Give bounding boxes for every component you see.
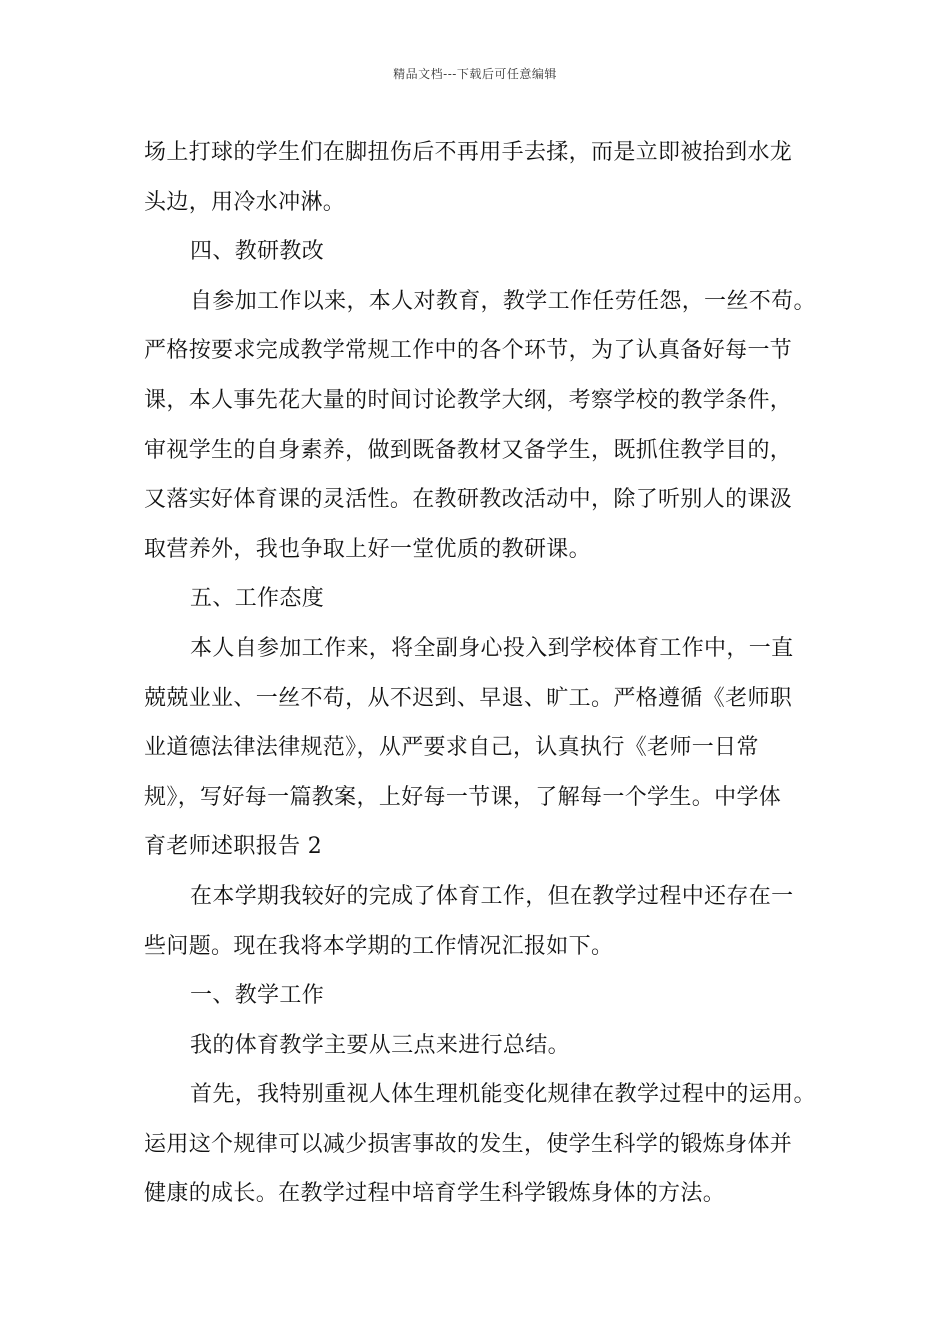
text-line: 场上打球的学生们在脚扭伤后不再用手去揉，而是立即被抬到水龙 [144,140,793,165]
text-line: 取营养外，我也争取上好一堂优质的教研课。 [144,536,592,562]
text-line: 业道德法律法律规范》，从严要求自己，认真执行《老师一日常 [144,735,759,761]
page-header: 精品文档---下载后可任意编辑 [393,67,557,81]
text-line: 兢兢业业、一丝不苟，从不迟到、早退、旷工。严格遵循《老师职 [144,685,793,711]
report-title-line: 育老师述职报告 2 [144,834,323,860]
text-line: 我的体育教学主要从三点来进行总结。 [190,1032,570,1058]
document-body [144,128,824,1219]
text-line: 本人自参加工作来，将全副身心投入到学校体育工作中，一直 [190,635,794,661]
text-line: 严格按要求完成教学常规工作中的各个环节，为了认真备好每一节 [144,338,793,364]
section-heading: 一、教学工作 [190,983,325,1009]
section-heading: 五、工作态度 [190,586,325,612]
text-line: 审视学生的自身素养，做到既备教材又备学生，既抓住教学目的， [144,437,793,463]
text-line: 健康的成长。在教学过程中培育学生科学锻炼身体的方法。 [144,1181,726,1207]
section-heading: 四、教研教改 [190,239,325,265]
text-line: 运用这个规律可以减少损害事故的发生，使学生科学的锻炼身体并 [144,1131,793,1157]
text-line: 头边，用冷水冲淋。 [144,189,346,215]
text-line: 些问题。现在我将本学期的工作情况汇报如下。 [144,933,614,959]
text-line: 又落实好体育课的灵活性。在教研教改活动中，除了听别人的课汲 [144,487,793,513]
text-line: 课，本人事先花大量的时间讨论教学大纲，考察学校的教学条件， [144,387,793,413]
text-line: 规》，写好每一篇教案，上好每一节课，了解每一个学生。中学体 [144,784,782,810]
text-line: 在本学期我较好的完成了体育工作，但在教学过程中还存在一 [190,883,794,909]
text-line: 自参加工作以来，本人对教育，教学工作任劳任怨，一丝不苟。 [190,288,816,314]
text-line: 首先，我特别重视人体生理机能变化规律在教学过程中的运用。 [190,1082,816,1108]
